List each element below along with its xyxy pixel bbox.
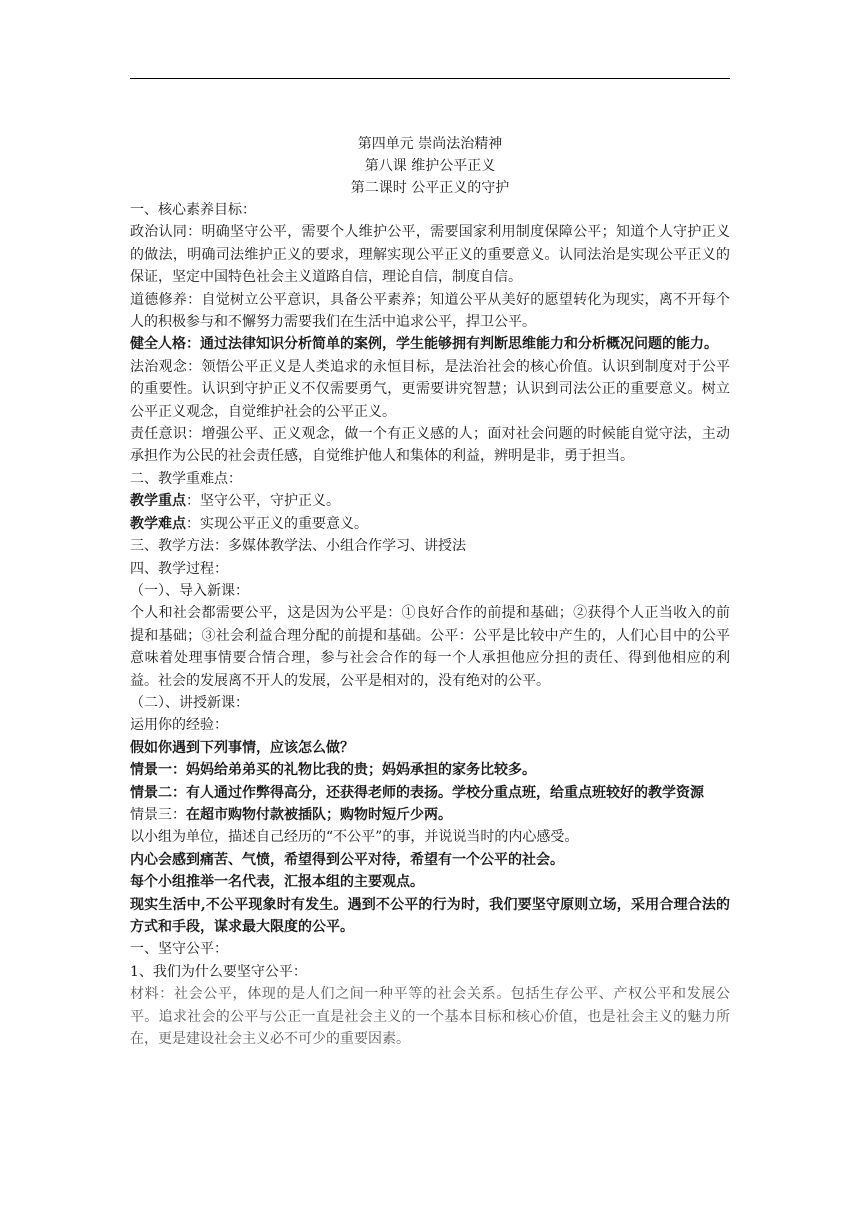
unit-title: 第四单元 崇尚法治精神 <box>357 136 503 152</box>
paragraph-key <box>130 490 730 512</box>
key-label: 教学重点 <box>130 493 186 510</box>
paragraph-law: 法治观念：领悟公平正义是人类追求的永恒目标，是法治社会的核心价值。认识到制度对于公平的重要性。认识到守护正义不仅需要勇气，更需要讲究智慧；认识到司法公正的重要意义。树立公平正义观念，自觉维护社会的公平正义。 <box>130 358 730 420</box>
paragraph-political: 政治认同：明确坚守公平，需要个人维护公平，需要国家利用制度保障公平；知道个人守护正义的做法，明确司法维护正义的要求，理解实现公平正义的重要意义。认同法治是实现公平正义的保证，坚定中国特色社会主义道路自信，理论自信，制度自信。 <box>130 224 730 286</box>
heading-keep-fairness: 一、坚守公平： <box>130 941 228 958</box>
paragraph-intro: 个人和社会都需要公平，这是因为公平是：①良好合作的前提和基础；②获得个人正当收入的前提和基础；③社会利益合理分配的前提和基础。公平：公平是比较中产生的，人们心目中的公平意味着处理事情要合情合理，参与社会合作的每一个人承担他应分担的责任、得到他相应的利益。社会的发展离不开人的发展，公平是相对的，没有绝对的公平。 <box>130 605 730 689</box>
heading-core-goals: 一、核心素养目标： <box>130 202 256 218</box>
key-text: ：坚守公平，守护正义。 <box>186 493 340 510</box>
paragraph-duty: 责任意识：增强公平、正义观念，做一个有正义感的人；面对社会问题的时候能自觉守法，主动承担作为公民的社会责任感，自觉维护他人和集体的利益，辨明是非，勇于担当。 <box>130 426 730 465</box>
header-rule <box>130 78 730 79</box>
difficulty-label: 教学难点 <box>130 515 186 532</box>
heading-methods: 三、教学方法：多媒体教学法、小组合作学习、讲授法 <box>130 538 466 555</box>
paragraph-difficulty <box>130 513 730 535</box>
paragraph-reality: 现实生活中,不公平现象时有发生。遇到不公平的行为时，我们要坚守原则立场，采用合理合法的方式和手段，谋求最大限度的公平。 <box>130 896 730 935</box>
heading-why-fairness: 1、我们为什么要坚守公平： <box>130 963 307 980</box>
paragraph-report: 每个小组推举一名代表，汇报本组的主要观点。 <box>130 874 424 891</box>
scene-3-text: 在超市购物付款被插队；购物时短斤少两。 <box>186 806 452 823</box>
paragraph-group: 以小组为单位，描述自己经历的“不公平”的事，并说说当时的内心感受。 <box>130 829 579 846</box>
difficulty-text: ：实现公平正义的重要意义。 <box>186 515 368 532</box>
scene-3-label: 情景三： <box>130 806 186 823</box>
paragraph-material: 材料：社会公平，体现的是人们之间一种平等的社会关系。包括生存公平、产权公平和发展公平。追求社会的公平与公正一直是社会主义的一个基本目标和核心价值，也是社会主义的魅力所在，更是建设社会主义必不可少的重要因素。 <box>130 986 730 1048</box>
paragraph-scene-2: 情景二：有人通过作弊得高分，还获得老师的表扬。学校分重点班，给重点班较好的教学资源 <box>130 784 704 801</box>
heading-key-points: 二、教学重难点： <box>130 470 242 487</box>
heading-process: 四、教学过程： <box>130 560 228 577</box>
document-body <box>130 133 730 1050</box>
paragraph-moral: 道德修养：自觉树立公平意识，具备公平素养；知道公平从美好的愿望转化为现实，离不开每个人的积极参与和不懈努力需要我们在生活中追求公平，捍卫公平。 <box>130 291 730 331</box>
subheading-intro: （一）、导入新课： <box>130 582 249 599</box>
paragraph-question: 假如你遇到下列事情，应该怎么做？ <box>130 739 354 756</box>
paragraph-scene-3 <box>130 804 730 826</box>
paragraph-scene-1: 情景一：妈妈给弟弟买的礼物比我的贵；妈妈承担的家务比较多。 <box>130 762 536 779</box>
period-title: 第二课时 公平正义的守护 <box>350 180 510 196</box>
paragraph-feelings: 内心会感到痛苦、气愤，希望得到公平对待，希望有一个公平的社会。 <box>130 851 564 868</box>
paragraph-personality: 健全人格：通过法律知识分析简单的案例，学生能够拥有判断思维能力和分析概况问题的能力。 <box>130 336 718 353</box>
lesson-title: 第八课 维护公平正义 <box>364 158 496 174</box>
subheading-teach: （二）、讲授新课： <box>130 694 249 711</box>
paragraph-experience: 运用你的经验： <box>130 717 228 734</box>
